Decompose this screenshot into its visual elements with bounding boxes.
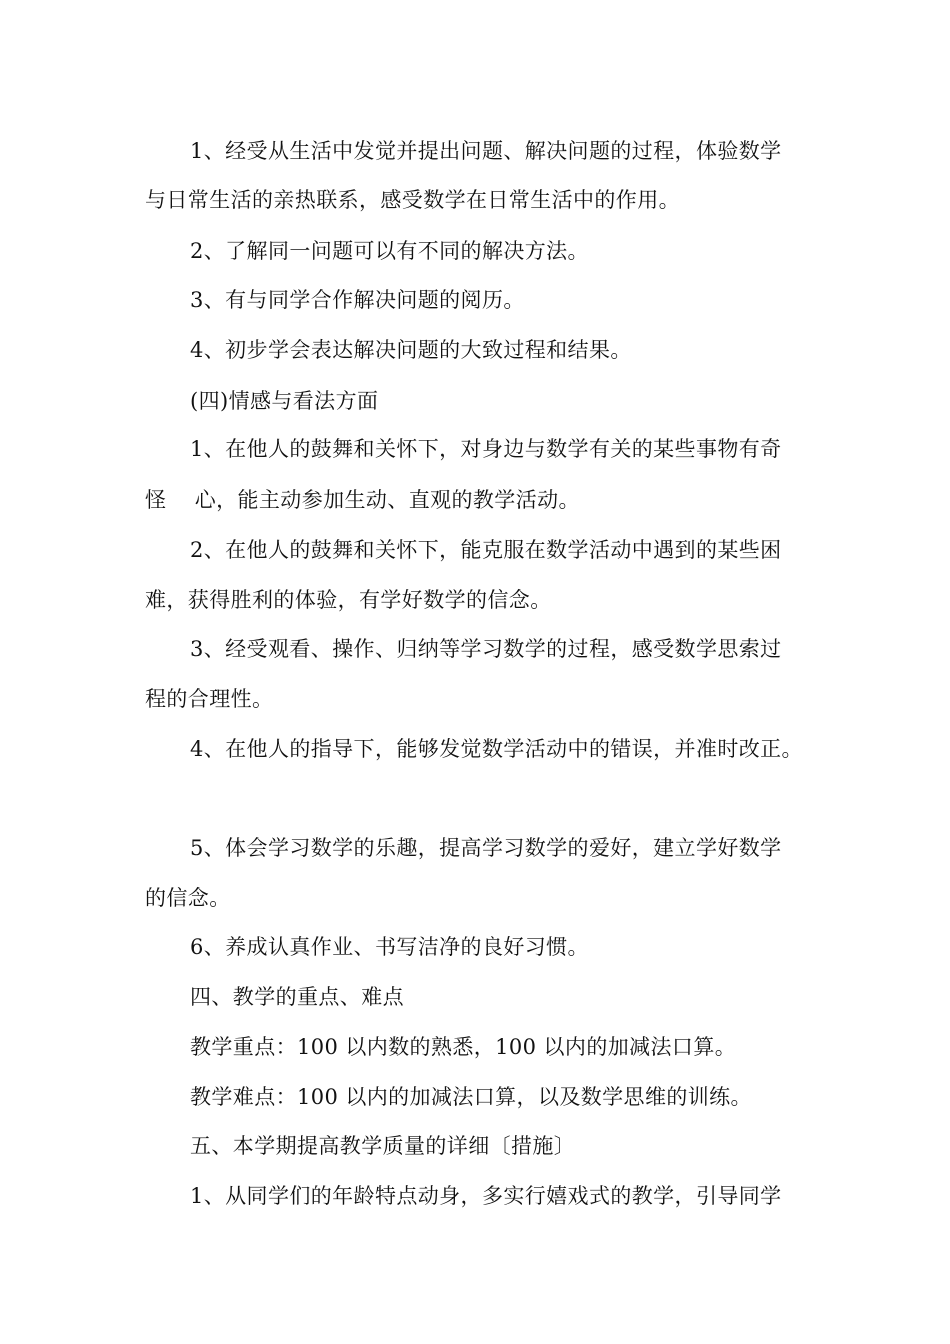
paragraph-line: 3、经受观看、操作、归纳等学习数学的过程，感受数学思索过: [190, 637, 782, 661]
section-heading: (四)情感与看法方面: [190, 389, 379, 413]
paragraph-line: 1、从同学们的年龄特点动身，多实行嬉戏式的教学，引导同学: [190, 1184, 782, 1208]
paragraph-line: 2、了解同一问题可以有不同的解决方法。: [190, 239, 589, 263]
paragraph-line: 的信念。: [145, 886, 231, 910]
paragraph-line: 教学重点：100 以内数的熟悉，100 以内的加减法口算。: [190, 1035, 737, 1059]
paragraph-line: 怪 心，能主动参加生动、直观的教学活动。: [145, 488, 580, 512]
section-heading: 五、本学期提高教学质量的详细〔措施〕: [190, 1134, 576, 1158]
paragraph-line: 5、体会学习数学的乐趣，提高学习数学的爱好，建立学好数学: [190, 836, 782, 860]
paragraph-line: 1、在他人的鼓舞和关怀下，对身边与数学有关的某些事物有奇: [190, 437, 782, 461]
paragraph-line: 程的合理性。: [145, 687, 274, 711]
paragraph-line: 教学难点：100 以内的加减法口算，以及数学思维的训练。: [190, 1085, 752, 1109]
section-heading: 四、教学的重点、难点: [190, 985, 404, 1009]
paragraph-line: 难，获得胜利的体验，有学好数学的信念。: [145, 588, 552, 612]
paragraph-line: 4、在他人的指导下，能够发觉数学活动中的错误，并准时改正。: [190, 737, 803, 761]
paragraph-line: 4、初步学会表达解决问题的大致过程和结果。: [190, 338, 632, 362]
paragraph-line: 1、经受从生活中发觉并提出问题、解决问题的过程，体验数学: [190, 139, 782, 163]
paragraph-line: 6、养成认真作业、书写洁净的良好习惯。: [190, 935, 589, 959]
paragraph-line: 3、有与同学合作解决问题的阅历。: [190, 288, 525, 312]
paragraph-line: 与日常生活的亲热联系，感受数学在日常生活中的作用。: [145, 188, 680, 212]
paragraph-line: 2、在他人的鼓舞和关怀下，能克服在数学活动中遇到的某些困: [190, 538, 782, 562]
